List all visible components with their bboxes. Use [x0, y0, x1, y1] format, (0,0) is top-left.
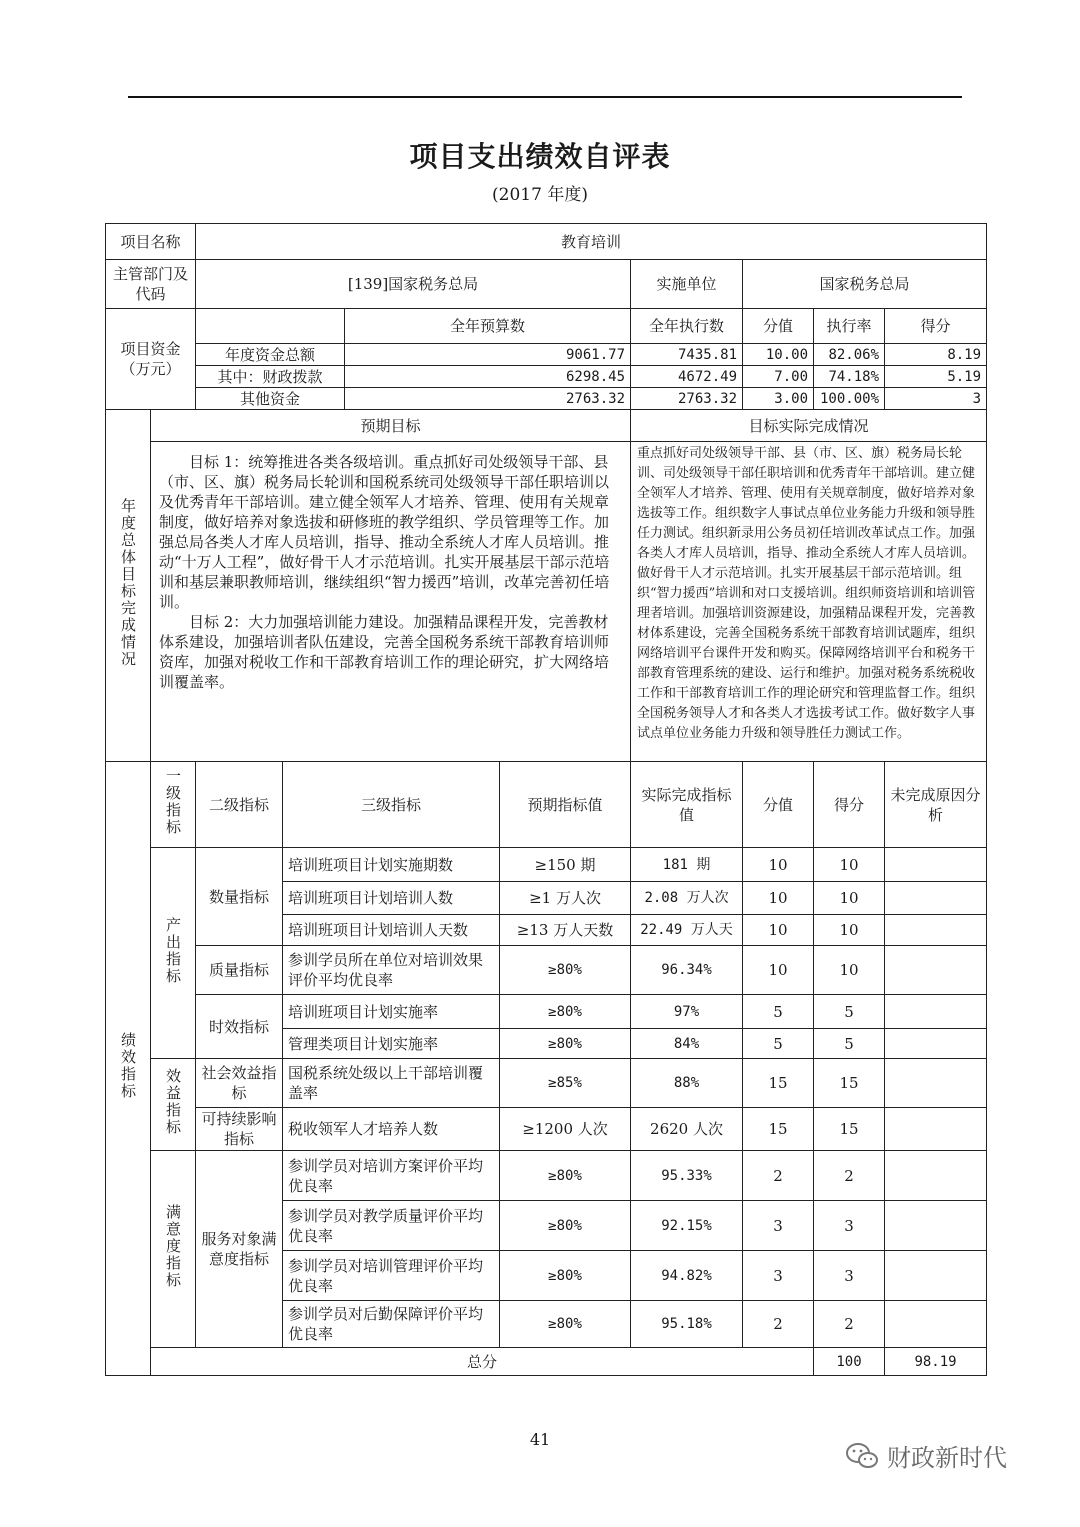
indicator-value: 5: [743, 995, 814, 1029]
header-rule: [128, 96, 962, 98]
indicator-value: 15: [743, 1059, 814, 1108]
indicator-actual: 95.18%: [631, 1301, 743, 1348]
group-benefit: [151, 1059, 196, 1151]
indicator-name: 管理类项目计划实施率: [283, 1029, 500, 1059]
header-score: 得分: [814, 762, 885, 848]
funds-row: [106, 366, 987, 388]
indicator-score: 3: [814, 1201, 885, 1251]
indicators-side-text: 绩效指标: [119, 1032, 137, 1100]
indicator-score: 2: [814, 1301, 885, 1348]
goals-header-row: [106, 410, 987, 442]
funds-header-score: 得分: [885, 309, 987, 344]
indicator-reason: [885, 882, 987, 915]
indicator-reason: [885, 1059, 987, 1108]
indicator-reason: [885, 1251, 987, 1301]
indicator-expected: ≥80%: [500, 1251, 631, 1301]
indicator-value: 10: [743, 882, 814, 915]
funds-row: [106, 344, 987, 366]
header-level1: [151, 762, 196, 848]
indicator-row: [106, 1151, 987, 1201]
funds-label: 项目资金（万元）: [106, 309, 196, 410]
indicator-score: 10: [814, 946, 885, 995]
indicator-actual: 92.15%: [631, 1201, 743, 1251]
indicator-expected: ≥85%: [500, 1059, 631, 1108]
funds-header-row: [106, 309, 987, 344]
indicator-score: 5: [814, 1029, 885, 1059]
indicator-actual: 96.34%: [631, 946, 743, 995]
watermark-text: 财政新时代: [887, 1444, 1007, 1472]
funds-row-rate: 100.00%: [814, 388, 885, 410]
indicator-expected: ≥80%: [500, 1151, 631, 1201]
indicator-expected: ≥1 万人次: [500, 882, 631, 915]
indicator-value: 10: [743, 915, 814, 946]
funds-row-label: 年度资金总额: [196, 344, 345, 366]
department-value: [139]国家税务总局: [196, 260, 631, 309]
indicator-value: 2: [743, 1301, 814, 1348]
indicator-reason: [885, 1201, 987, 1251]
goals-body-row: [106, 442, 987, 762]
page-number: 41: [529, 1430, 551, 1449]
total-score: 98.19: [885, 1348, 987, 1376]
implementing-unit-value: 国家税务总局: [743, 260, 987, 309]
project-name-label: 项目名称: [106, 224, 196, 260]
funds-row-executed: 2763.32: [631, 388, 743, 410]
total-value: 100: [814, 1348, 885, 1376]
indicator-row: [106, 995, 987, 1029]
indicator-actual: 95.33%: [631, 1151, 743, 1201]
header-actual: 实际完成指标值: [631, 762, 743, 848]
indicator-header-row: [106, 762, 987, 848]
funds-row: [106, 388, 987, 410]
indicator-name: 培训班项目计划实施期数: [283, 848, 500, 882]
funds-header-score-value: 分值: [743, 309, 814, 344]
indicator-name: 参训学员对教学质量评价平均优良率: [283, 1201, 500, 1251]
header-reason: 未完成原因分析: [885, 762, 987, 848]
header-level2: 二级指标: [196, 762, 283, 848]
page-title: 项目支出绩效自评表: [409, 140, 671, 173]
indicator-name: 培训班项目计划培训人数: [283, 882, 500, 915]
indicator-name: 税收领军人才培养人数: [283, 1108, 500, 1151]
indicator-reason: [885, 1301, 987, 1348]
total-label: 总分: [151, 1348, 814, 1376]
group-benefit-text: 效益指标: [164, 1068, 182, 1136]
indicator-reason: [885, 1108, 987, 1151]
indicator-actual: 94.82%: [631, 1251, 743, 1301]
indicator-value: 10: [743, 946, 814, 995]
indicator-score: 3: [814, 1251, 885, 1301]
indicator-value: 3: [743, 1201, 814, 1251]
indicator-name: 培训班项目计划实施率: [283, 995, 500, 1029]
indicator-expected: ≥1200 人次: [500, 1108, 631, 1151]
header-score-value: 分值: [743, 762, 814, 848]
page-subtitle: (2017 年度): [492, 185, 588, 205]
indicator-name: 参训学员对培训管理评价平均优良率: [283, 1251, 500, 1301]
group-satisfaction-text: 满意度指标: [164, 1204, 182, 1289]
indicator-reason: [885, 995, 987, 1029]
indicator-actual: 97%: [631, 995, 743, 1029]
funds-row-budget: 2763.32: [345, 388, 631, 410]
goals-side-label: [106, 410, 151, 762]
indicator-score: 2: [814, 1151, 885, 1201]
indicator-value: 3: [743, 1251, 814, 1301]
actual-completion-text: 重点抓好司处级领导干部、县（市、区、旗）税务局长轮训、司处级领导干部任职培训和优秀青年干部培训。建立健全领军人才培养、管理、使用有关规章制度，做好培养对象选拔等工作。组织数字人事试点单位业务能力升级和领导胜任力测试。组织新录用公务员初任培训改革试点工作。加强各类人才库人员培训，指导、推动全系统人才库人员培训。做好骨干人才示范培训。扎实开展基层干部示范培训。组织“智力援西”培训和对口支援培训。组织师资培训和培训管理者培训。加强培训资源建设，加强精品课程开发，完善教材体系建设，完善全国税务系统干部教育培训试题库，组织网络培训平台课件开发和购买。保障网络培训平台和税务干部教育管理系统的建设、运行和维护。加强对税务系统税收工作和干部教育培训工作的理论研究和管理监督工作。组织全国税务领导人才和各类人才选拔考试工作。做好数字人事试点单位业务能力升级和领导胜任力测试工作。: [631, 442, 987, 762]
funds-row-rate: 74.18%: [814, 366, 885, 388]
indicator-score: 10: [814, 882, 885, 915]
funds-row-rate: 82.06%: [814, 344, 885, 366]
funds-row-executed: 7435.81: [631, 344, 743, 366]
indicator-score: 15: [814, 1108, 885, 1151]
indicator-name: 培训班项目计划培训人天数: [283, 915, 500, 946]
group-satisfaction: [151, 1151, 196, 1348]
indicator-actual: 84%: [631, 1029, 743, 1059]
indicator-name: 参训学员所在单位对培训效果评价平均优良率: [283, 946, 500, 995]
indicator-actual: 181 期: [631, 848, 743, 882]
indicator-expected: ≥80%: [500, 995, 631, 1029]
indicator-row: [106, 1108, 987, 1151]
goals-side-text: 年度总体目标完成情况: [119, 498, 137, 668]
sub-quantity: 数量指标: [196, 848, 283, 946]
project-name-row: [106, 224, 987, 260]
indicator-name: 参训学员对后勤保障评价平均优良率: [283, 1301, 500, 1348]
implementing-unit-label: 实施单位: [631, 260, 743, 309]
indicator-expected: ≥80%: [500, 1301, 631, 1348]
sub-quality: 质量指标: [196, 946, 283, 995]
funds-row-label: 其他资金: [196, 388, 345, 410]
indicator-actual: 22.49 万人天: [631, 915, 743, 946]
funds-row-score-value: 10.00: [743, 344, 814, 366]
department-row: [106, 260, 987, 309]
evaluation-table: [105, 223, 987, 1376]
funds-header-executed: 全年执行数: [631, 309, 743, 344]
indicator-row: [106, 946, 987, 995]
indicator-expected: ≥80%: [500, 946, 631, 995]
indicator-reason: [885, 915, 987, 946]
indicator-name: 参训学员对培训方案评价平均优良率: [283, 1151, 500, 1201]
indicator-reason: [885, 946, 987, 995]
indicator-name: 国税系统处级以上干部培训覆盖率: [283, 1059, 500, 1108]
header-level3: 三级指标: [283, 762, 500, 848]
funds-header-rate: 执行率: [814, 309, 885, 344]
indicator-expected: ≥80%: [500, 1201, 631, 1251]
indicator-score: 10: [814, 915, 885, 946]
funds-row-score: 5.19: [885, 366, 987, 388]
indicator-actual: 2620 人次: [631, 1108, 743, 1151]
indicator-expected: ≥150 期: [500, 848, 631, 882]
actual-completion-header: 目标实际完成情况: [631, 410, 987, 442]
group-output: [151, 848, 196, 1059]
indicator-reason: [885, 1029, 987, 1059]
funds-row-budget: 9061.77: [345, 344, 631, 366]
sub-service: 服务对象满意度指标: [196, 1151, 283, 1348]
indicator-expected: ≥80%: [500, 1029, 631, 1059]
funds-row-score-value: 3.00: [743, 388, 814, 410]
funds-row-executed: 4672.49: [631, 366, 743, 388]
indicator-actual: 2.08 万人次: [631, 882, 743, 915]
sub-social: 社会效益指标: [196, 1059, 283, 1108]
goal-paragraph: 目标 2：大力加强培训能力建设。加强精品课程开发，完善教材体系建设，加强培训者队伍建设，完善全国税务系统干部教育培训师资库，加强对税收工作和干部教育培训工作的理论研究，扩大网络培训覆盖率。: [159, 613, 610, 691]
indicator-expected: ≥13 万人天数: [500, 915, 631, 946]
funds-header-budget: 全年预算数: [345, 309, 631, 344]
indicator-value: 15: [743, 1108, 814, 1151]
funds-row-score-value: 7.00: [743, 366, 814, 388]
goal-paragraph: 目标 1：统筹推进各类各级培训。重点抓好司处级领导干部、县（市、区、旗）税务局长轮训和国税系统司处级领导干部任职培训以及优秀青年干部培训。建立健全领军人才培养、管理、使用有关规章制度，做好培养对象选拔和研修班的教学组织、学员管理等工作。加强总局各类人才库人员培训，指导、推动全系统人才库人员培训。推动“十万人工程”，做好骨干人才示范培训。扎实开展基层干部示范培训和基层兼职教师培训，继续组织“智力援西”培训，改革完善初任培训。: [159, 453, 610, 611]
funds-row-budget: 6298.45: [345, 366, 631, 388]
indicators-side-label: [106, 762, 151, 1376]
department-label: 主管部门及代码: [106, 260, 196, 309]
indicator-value: 5: [743, 1029, 814, 1059]
wechat-icon: [845, 1442, 879, 1470]
project-name-value: 教育培训: [196, 224, 987, 260]
indicator-score: 15: [814, 1059, 885, 1108]
funds-row-label: 其中：财政拨款: [196, 366, 345, 388]
indicator-score: 5: [814, 995, 885, 1029]
sub-timeliness: 时效指标: [196, 995, 283, 1059]
header-level1-text: 一级指标: [164, 768, 182, 836]
sub-sustain: 可持续影响指标: [196, 1108, 283, 1151]
expected-goal-header: 预期目标: [151, 410, 631, 442]
total-row: [106, 1348, 987, 1376]
watermark: [845, 1438, 1007, 1473]
funds-row-score: 8.19: [885, 344, 987, 366]
header-expected: 预期指标值: [500, 762, 631, 848]
expected-goal-text: [151, 442, 631, 762]
indicator-actual: 88%: [631, 1059, 743, 1108]
indicator-value: 2: [743, 1151, 814, 1201]
group-output-text: 产出指标: [164, 916, 182, 985]
indicator-row: [106, 848, 987, 882]
indicator-reason: [885, 1151, 987, 1201]
indicator-row: [106, 1059, 987, 1108]
indicator-score: 10: [814, 848, 885, 882]
indicator-reason: [885, 848, 987, 882]
indicator-value: 10: [743, 848, 814, 882]
funds-row-score: 3: [885, 388, 987, 410]
funds-corner: [196, 309, 345, 344]
